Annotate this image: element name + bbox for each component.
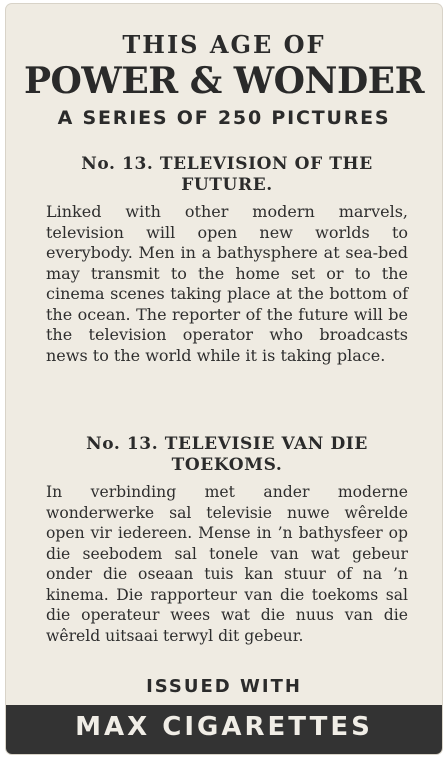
- afrikaans-heading: No. 13. TELEVISIE VAN DIE TOEKOMS.: [86, 434, 368, 475]
- issued-with-label: ISSUED WITH: [146, 676, 302, 697]
- english-heading: No. 13. TELEVISION OF THE FUTURE.: [81, 154, 373, 195]
- cigarette-card-back: [6, 4, 442, 754]
- brand-name: MAX CIGARETTES: [75, 712, 373, 742]
- series-subtitle: A SERIES OF 250 PICTURES: [57, 107, 391, 129]
- afrikaans-body: In verbinding met ander moderne wonderwerke sal televisie nuwe wêrelde open vir iedereen. Mense in ’n bathysfeer op die seebodem sal tonele van wat gebeur onder die oseaan tuis kan stuur of na ’n kinema. Die rapporteur van die toekoms sal die operateur wees wat die nuus van die wêreld uitsaai terwyl dit gebeur.: [46, 483, 408, 645]
- series-title-top: THIS AGE OF: [122, 30, 326, 59]
- english-body: Linked with other modern marvels, television will open new worlds to everybody. Men in a bathysphere at sea-bed may transmit to the home set or to the cinema scenes taking place at the bottom of the ocean. The reporter of the future will be the television operator who broadcasts news to the world while it is taking place.: [46, 202, 408, 365]
- series-title-main: POWER & WONDER: [23, 60, 425, 102]
